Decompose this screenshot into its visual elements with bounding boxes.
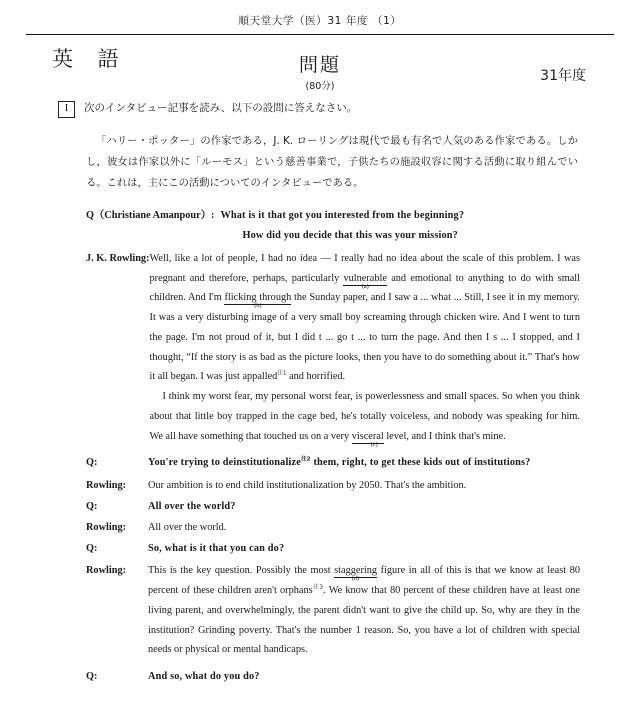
annotated-term-d [334, 565, 378, 583]
utterance-q2 [148, 453, 580, 473]
turn-q4 [86, 539, 580, 559]
instruction-text: 次のインタビュー記事を読み、以下の設問に答えなさい。 [84, 102, 358, 114]
turn-a3 [86, 518, 580, 538]
japanese-intro-paragraph: 「ハリー・ポッター」の作家である，J. K. ローリングは現代で最も有名で人気のある作家である。しかし，彼女は作家以外に「ルーモス」という慈善事業で，子供たちの施設収容に関する活動に取り組んでいる。これは，主にこの活動についてのインタビューである。 [86, 135, 578, 190]
subject-title: 英 語 [52, 47, 128, 71]
annotated-term-b [224, 292, 292, 310]
q2-segment-2: them, right, to get these kids out of institutions? [310, 457, 531, 469]
turn-a2 [86, 476, 580, 496]
speaker-label-a2: Rowling: [86, 480, 127, 492]
utterance-q4 [148, 539, 580, 559]
duration-label: (80分) [305, 80, 335, 92]
footnote-marker-1: 注1 [277, 370, 287, 377]
a1-segment-4: and horrified. [286, 371, 346, 383]
a1-segment-1: Well, like a lot of people, I had no idea — I really had no idea about the scale of this problem. I was pregnant and therefore, perhaps, particularly [149, 252, 580, 284]
footnote-marker-2: 注2 [300, 457, 311, 464]
annotated-term-b-text: flicking through [224, 292, 292, 304]
utterance-a2 [148, 476, 580, 496]
q2-text [148, 453, 580, 473]
japanese-intro [86, 131, 578, 194]
turn-q3 [86, 497, 580, 517]
q1-line1: What is it that got you interested from the beginning? [220, 210, 465, 222]
speaker-label-q5: Q: [86, 671, 98, 683]
paper-title: 問題 [298, 54, 341, 76]
year-label: 31年度 [540, 68, 586, 84]
question-number-box: I [58, 101, 75, 118]
a4-segment-2: figure in all of this is that we know at least 80 percent of these children aren't orphans [148, 565, 580, 597]
a1-segment-2: and emotional to anything to do with small children. And I'm [149, 272, 580, 304]
speaker-label-interviewer-full: Q（Christiane Amanpour）: [86, 210, 215, 222]
turn-q5 [86, 667, 580, 687]
annotated-term-a-text: vulnerable [343, 272, 387, 284]
annotation-marker-b: (b) [254, 302, 262, 310]
paper-title-group [26, 56, 614, 92]
speaker-label-q2: Q: [86, 457, 98, 469]
title-block [26, 35, 614, 97]
q3-text: All over the world? [148, 501, 236, 512]
speaker-label-a4: Rowling: [86, 565, 127, 577]
speaker-label-rowling-full: J. K. Rowling: [86, 252, 150, 264]
annotated-term-c-text: visceral [351, 430, 384, 442]
annotated-term-a [343, 272, 387, 290]
annotated-term-c [351, 430, 384, 448]
q1-line2: How did you decide that this was your mission? [242, 230, 458, 242]
a4-segment-3: . We know that 80 percent of these children have at least one living parent, and overwhelmingly, the parent didn't want to give the child up. So, why are they in the institution? Grinding poverty. That's the number 1 reason. So, you have a lot of children with special needs or physical or mental handicaps. [148, 585, 581, 656]
a1-p2-segment-1: I think my worst fear, my personal worst fear, is powerlessness and small spaces. So when you think about that little boy trapped in the cage bed, he's totally voiceless, and nobody was speaking for him. We all have something that touched us on a very [149, 391, 580, 442]
annotation-marker-d: (d) [351, 575, 360, 583]
a4-segment-1: This is the key question. Possibly the most [148, 565, 335, 577]
annotation-marker-c: (c) [370, 440, 378, 448]
q4-text: So, what is it that you can do? [148, 542, 285, 554]
a3-text: All over the world. [148, 521, 227, 533]
utterance-a3 [148, 518, 580, 538]
a1-segment-3: the Sunday paper, and I saw a ... what ... Still, I see it in my memory. It was a very disturbing image of a very small boy screaming through chicken wire. And I went to turn the page. I'm not proud of it, but I did t ... go t ... to turn the page. And then I s ... I stopped, and I thought, “If the story is as bad as the picture looks, then you have to do something about it.” That's how it all began. I was just appalled [149, 292, 580, 383]
speaker-label-a3: Rowling: [86, 521, 127, 533]
turn-a4 [86, 561, 580, 660]
q2-segment-1: You're trying to deinstitutionalize [148, 457, 301, 469]
speaker-label-q3: Q: [86, 501, 98, 512]
utterance-q5 [148, 667, 580, 687]
annotation-marker-a: (a) [361, 282, 369, 290]
interview-transcript [86, 206, 580, 687]
utterance-a1 [150, 249, 580, 447]
utterance-q3 [148, 497, 580, 517]
annotated-term-d-text: staggering [334, 565, 378, 577]
footnote-marker-3: 注3 [312, 584, 323, 591]
speaker-label-q4: Q: [86, 542, 98, 554]
a1-paragraph-1 [150, 249, 580, 387]
a1-p2-segment-2: level, and I think that's mine. [383, 430, 506, 442]
utterance-a4 [148, 561, 580, 660]
a1-paragraph-2 [150, 387, 580, 446]
q5-text: And so, what do you do? [148, 671, 260, 683]
turn-a1 [86, 249, 580, 447]
turn-q2 [86, 453, 580, 473]
turn-q1 [86, 206, 580, 246]
utterance-q1 [220, 206, 580, 246]
a4-text [148, 561, 580, 660]
a2-text: Our ambition is to end child institutionalization by 2050. That's the ambition. [148, 480, 467, 492]
running-head: 順天堂大学（医）31 年度 （1） [238, 15, 402, 27]
instruction-row [26, 101, 614, 118]
